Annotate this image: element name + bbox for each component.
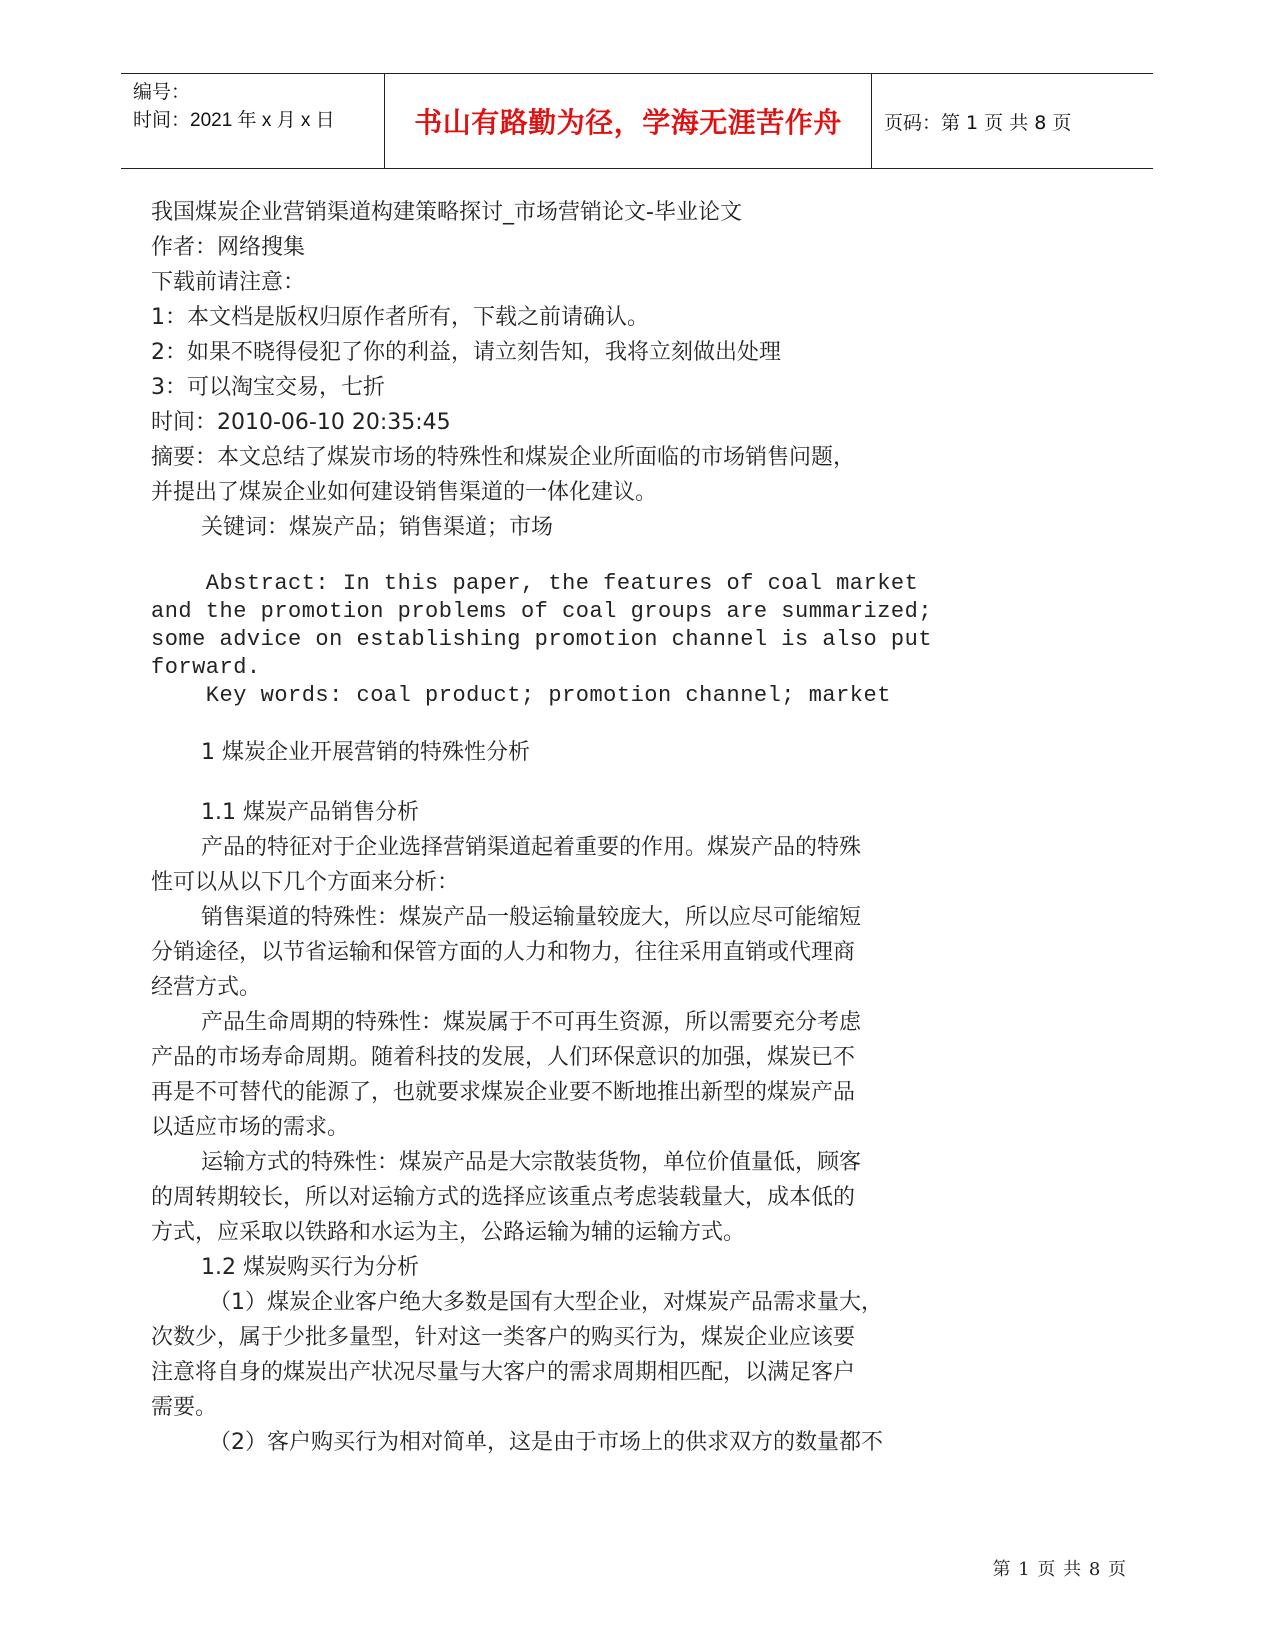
author-line: 作者：网络搜集 [151,235,306,260]
notice-item: 2：如果不晓得侵犯了你的利益，请立刻告知，我将立刻做出处理 [151,340,781,365]
paragraph-line: 次数少，属于少批多量型，针对这一类客户的购买行为，煤炭企业应该要 [151,1325,856,1350]
paragraph-line: 以适应市场的需求。 [151,1115,350,1140]
paragraph-line: （2）客户购买行为相对简单，这是由于市场上的供求双方的数量都不 [209,1430,883,1455]
subsection-heading: 1.1 煤炭产品销售分析 [201,800,419,825]
spacer [151,710,969,735]
spacer [151,770,969,795]
page-footer: 第 1 页 共 8 页 [992,1559,1127,1580]
abstract-en: Abstract: In this paper, the features of coal market [151,571,919,596]
paragraph-line: 需要。 [151,1395,218,1420]
abstract-en: forward. [151,655,261,680]
paragraph-line: 分销途径，以节省运输和保管方面的人力和物力，往往采用直销或代理商 [151,940,856,965]
header-page-info: 页码：第 1 页 共 8 页 [884,111,1072,134]
document-body [151,195,969,1460]
number-label: 编号： [133,82,191,103]
keywords-cn: 关键词：煤炭产品；销售渠道；市场 [201,515,554,540]
timestamp-line: 时间：2010-06-10 20:35:45 [151,410,451,435]
abstract-cn: 并提出了煤炭企业如何建设销售渠道的一体化建议。 [151,480,658,505]
section-heading: 1 煤炭企业开展营销的特殊性分析 [201,740,530,765]
header-meta [121,74,384,168]
abstract-en: and the promotion problems of coal groups are summarized; [151,599,933,624]
paragraph-line: 销售渠道的特殊性：煤炭产品一般运输量较庞大，所以应尽可能缩短 [201,905,862,930]
subsection-heading: 1.2 煤炭购买行为分析 [201,1255,419,1280]
paragraph-line: 再是不可替代的能源了，也就要求煤炭企业要不断地推出新型的煤炭产品 [151,1080,856,1105]
notice-heading: 下载前请注意： [151,270,306,295]
document-header [121,73,1153,169]
notice-item: 3：可以淘宝交易，七折 [151,375,385,400]
paragraph-line: 产品生命周期的特殊性：煤炭属于不可再生资源，所以需要充分考虑 [201,1010,862,1035]
paragraph-line: 运输方式的特殊性：煤炭产品是大宗散装货物，单位价值量低，顾客 [201,1150,862,1175]
paragraph-line: 产品的市场寿命周期。随着科技的发展，人们环保意识的加强，煤炭已不 [151,1045,856,1070]
paragraph-line: 性可以从以下几个方面来分析： [151,870,460,895]
keywords-en: Key words: coal product; promotion channel; market [151,683,891,708]
paragraph-line: 注意将自身的煤炭出产状况尽量与大客户的需求周期相匹配，以满足客户 [151,1360,856,1385]
abstract-en: some advice on establishing promotion channel is also put [151,627,933,652]
document-title: 我国煤炭企业营销渠道构建策略探讨_市场营销论文-毕业论文 [151,200,742,225]
notice-item: 1：本文档是版权归原作者所有，下载之前请确认。 [151,305,649,330]
spacer [151,545,969,570]
paragraph-line: （1）煤炭企业客户绝大多数是国有大型企业，对煤炭产品需求量大， [209,1290,883,1315]
paragraph-line: 方式，应采取以铁路和水运为主，公路运输为辅的运输方式。 [151,1220,746,1245]
paragraph-line: 产品的特征对于企业选择营销渠道起着重要的作用。煤炭产品的特殊 [201,835,862,860]
abstract-cn: 摘要：本文总结了煤炭市场的特殊性和煤炭企业所面临的市场销售问题， [151,445,856,470]
paragraph-line: 的周转期较长，所以对运输方式的选择应该重点考虑装载量大，成本低的 [151,1185,856,1210]
header-motto: 书山有路勤为径，学海无涯苦作舟 [384,74,872,168]
time-label: 时间：2021 年 x 月 x 日 [133,110,335,131]
paragraph-line: 经营方式。 [151,975,262,1000]
